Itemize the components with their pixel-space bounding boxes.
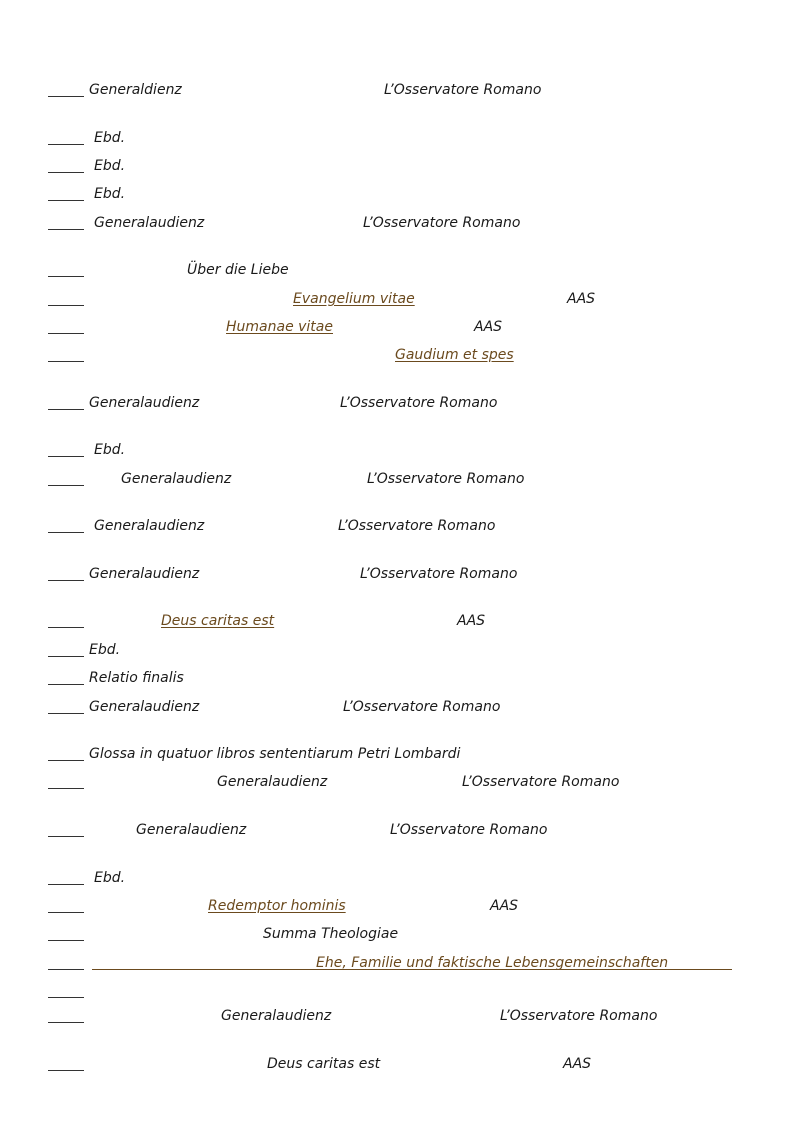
footnote-row — [48, 670, 768, 690]
footnote-row — [48, 613, 768, 633]
publication-name: AAS — [490, 898, 519, 914]
footnote-number-blank — [48, 1008, 84, 1023]
source-title: Ebd. — [89, 642, 121, 658]
publication-name: L’Osservatore Romano — [384, 82, 542, 98]
source-title: Summa Theologiae — [263, 926, 399, 942]
footnote-number-blank — [48, 395, 84, 410]
footnote-number-blank — [48, 898, 84, 913]
source-title: Glossa in quatuor libros sententiarum Petri Lombardi — [89, 746, 461, 762]
footnote-row — [48, 898, 768, 918]
footnote-row — [48, 1008, 768, 1028]
source-title: Ebd. — [94, 158, 126, 174]
footnote-number-blank — [48, 158, 84, 173]
footnote-row — [48, 518, 768, 538]
source-title: Über die Liebe — [187, 262, 289, 278]
publication-name: AAS — [474, 319, 503, 335]
document-link[interactable]: Humanae vitae — [226, 319, 333, 335]
footnote-row — [48, 870, 768, 890]
footnote-number-blank — [48, 613, 84, 628]
source-title: Ebd. — [94, 870, 126, 886]
footnote-row — [48, 158, 768, 178]
source-title: Generalaudienz — [94, 215, 205, 231]
source-title: Generalaudienz — [121, 471, 232, 487]
footnote-row — [48, 130, 768, 150]
source-title: Relatio finalis — [89, 670, 184, 686]
document-link[interactable]: Deus caritas est — [161, 613, 275, 629]
publication-name: L’Osservatore Romano — [363, 215, 521, 231]
footnote-number-blank — [48, 518, 84, 533]
footnote-number-blank — [48, 822, 84, 837]
publication-name: L’Osservatore Romano — [500, 1008, 658, 1024]
footnote-row — [48, 955, 768, 975]
footnote-row — [48, 1056, 768, 1076]
publication-name: AAS — [563, 1056, 592, 1072]
footnote-row — [48, 926, 768, 946]
source-title: Generalaudienz — [94, 518, 205, 534]
footnote-number-blank — [48, 1056, 84, 1071]
footnote-row — [48, 215, 768, 235]
footnote-row — [48, 262, 768, 282]
footnote-row — [48, 319, 768, 339]
publication-name: L’Osservatore Romano — [462, 774, 620, 790]
footnote-number-blank — [48, 130, 84, 145]
footnote-row — [48, 442, 768, 462]
footnote-row — [48, 983, 768, 1003]
publication-name: L’Osservatore Romano — [340, 395, 498, 411]
footnote-number-blank — [48, 442, 84, 457]
footnote-row — [48, 471, 768, 491]
footnote-number-blank — [48, 215, 84, 230]
footnote-number-blank — [48, 347, 84, 362]
footnote-number-blank — [48, 774, 84, 789]
footnote-number-blank — [48, 291, 84, 306]
source-title: Generalaudienz — [221, 1008, 332, 1024]
footnote-row — [48, 566, 768, 586]
footnote-number-blank — [48, 670, 84, 685]
footnote-number-blank — [48, 983, 84, 998]
footnote-number-blank — [48, 926, 84, 941]
footnote-row — [48, 347, 768, 367]
footnote-number-blank — [48, 746, 84, 761]
source-title: Ebd. — [94, 186, 126, 202]
document-link[interactable]: Ehe, Familie und faktische Lebensgemeinschaften — [316, 955, 669, 971]
publication-name: L’Osservatore Romano — [360, 566, 518, 582]
footnote-row — [48, 186, 768, 206]
publication-name: L’Osservatore Romano — [338, 518, 496, 534]
publication-name: L’Osservatore Romano — [367, 471, 525, 487]
footnote-row — [48, 291, 768, 311]
footnote-row — [48, 746, 768, 766]
source-title: Generalaudienz — [136, 822, 247, 838]
footnote-row — [48, 642, 768, 662]
source-title: Generaldienz — [89, 82, 182, 98]
source-title: Generalaudienz — [217, 774, 328, 790]
footnote-number-blank — [48, 870, 84, 885]
source-title: Generalaudienz — [89, 395, 200, 411]
footnote-number-blank — [48, 642, 84, 657]
footnote-row — [48, 699, 768, 719]
source-title: Ebd. — [94, 130, 126, 146]
publication-name: AAS — [457, 613, 486, 629]
footnote-number-blank — [48, 566, 84, 581]
footnote-row — [48, 822, 768, 842]
source-title: Generalaudienz — [89, 699, 200, 715]
footnote-row — [48, 395, 768, 415]
footnote-row — [48, 82, 768, 102]
footnote-number-blank — [48, 262, 84, 277]
publication-name: AAS — [567, 291, 596, 307]
source-title: Deus caritas est — [267, 1056, 381, 1072]
publication-name: L’Osservatore Romano — [343, 699, 501, 715]
publication-name: L’Osservatore Romano — [390, 822, 548, 838]
footnote-row — [48, 774, 768, 794]
document-link[interactable]: Evangelium vitae — [293, 291, 415, 307]
footnote-number-blank — [48, 319, 84, 334]
footnote-number-blank — [48, 955, 84, 970]
footnote-number-blank — [48, 82, 84, 97]
footnote-number-blank — [48, 186, 84, 201]
source-title: Generalaudienz — [89, 566, 200, 582]
source-title: Ebd. — [94, 442, 126, 458]
footnote-number-blank — [48, 471, 84, 486]
document-link[interactable]: Redemptor hominis — [208, 898, 346, 914]
document-link[interactable]: Gaudium et spes — [395, 347, 514, 363]
footnote-number-blank — [48, 699, 84, 714]
